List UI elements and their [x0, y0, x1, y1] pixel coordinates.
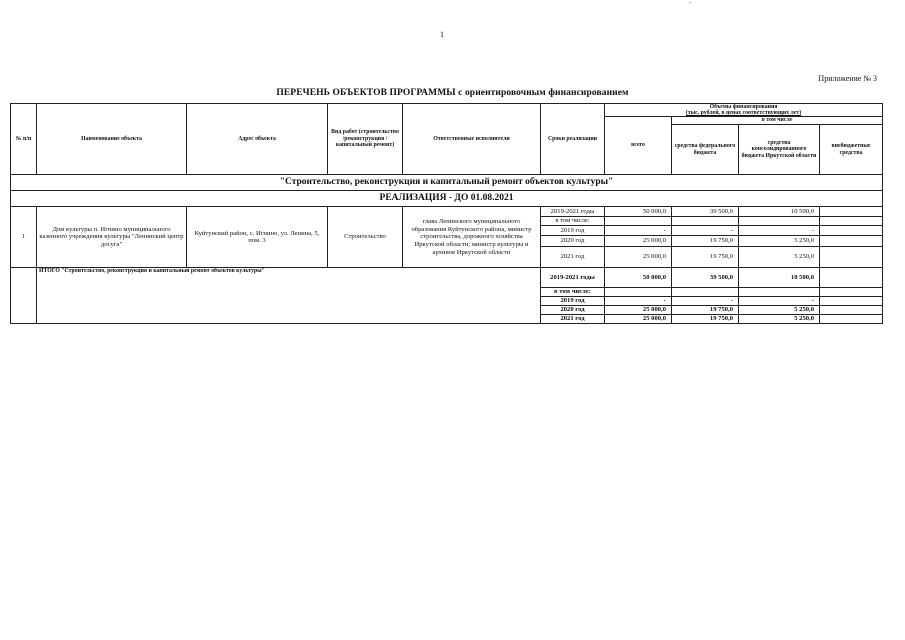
total-federal: 19 750,0 [672, 306, 739, 315]
object-period: 2020 год [541, 236, 605, 247]
object-executors: глава Ленинского муниципального образования Куйтунского района, министр строительства, дорожного хозяйства Иркутской области; министр культуры и архивов Иркутской области [403, 207, 541, 268]
header-funding-units: (тыс. рублей, в ценах соответствующих лет) [685, 110, 802, 117]
header-work-type: Вид работ (строительство /реконструкция /капитальный ремонт) [328, 104, 403, 175]
total-extra [820, 306, 883, 315]
total-regional: 5 250,0 [739, 306, 820, 315]
total-federal: - [672, 297, 739, 306]
header-total: всего [605, 117, 672, 175]
appendix-label: Приложение № 3 [818, 74, 877, 83]
subsection-title: РЕАЛИЗАЦИЯ - ДО 01.08.2021 [11, 191, 883, 207]
object-total: 50 000,0 [605, 207, 672, 217]
object-regional: 5 250,0 [739, 247, 820, 268]
object-federal: 19 750,0 [672, 247, 739, 268]
header-executors: Ответственные исполнители [403, 104, 541, 175]
objects-table [10, 103, 883, 324]
object-regional [739, 217, 820, 226]
object-extra [820, 236, 883, 247]
total-regional [739, 288, 820, 297]
header-period: Сроки реализации [541, 104, 605, 175]
object-period: в том числе: [541, 217, 605, 226]
page-number: 1 [440, 30, 444, 39]
object-federal [672, 217, 739, 226]
total-total: 25 000,0 [605, 315, 672, 324]
header-extrabudget: внебюджетные средства [820, 125, 883, 175]
total-period: 2020 год [541, 306, 605, 315]
corner-mark: - [689, 0, 692, 7]
header-num: № п/п [11, 104, 37, 175]
header-federal: средства федерального бюджета [672, 125, 739, 175]
header-address: Адрес объекта [187, 104, 328, 175]
object-extra [820, 247, 883, 268]
total-regional: 10 500,0 [739, 268, 820, 288]
object-total: - [605, 226, 672, 236]
object-regional: 5 250,0 [739, 236, 820, 247]
header-funding [605, 104, 883, 117]
object-regional: - [739, 226, 820, 236]
total-period: 2019 год [541, 297, 605, 306]
document-title: ПЕРЕЧЕНЬ ОБЪЕКТОВ ПРОГРАММЫ с ориентировочным финансированием [276, 88, 629, 98]
object-regional: 10 500,0 [739, 207, 820, 217]
total-regional: 5 250,0 [739, 315, 820, 324]
object-num: 1 [11, 207, 37, 268]
section-title: "Строительство, реконструкция и капитальный ремонт объектов культуры" [11, 175, 883, 191]
object-total [605, 217, 672, 226]
header-funding-title: Объемы финансирования [709, 104, 778, 110]
object-total: 25 000,0 [605, 247, 672, 268]
object-federal: - [672, 226, 739, 236]
object-period: 2021 год [541, 247, 605, 268]
object-name: Дом культуры п. Игнино муниципального казенного учреждения культуры "Ленинский центр досуга" [37, 207, 187, 268]
total-federal: 19 750,0 [672, 315, 739, 324]
object-total: 25 000,0 [605, 236, 672, 247]
total-extra [820, 268, 883, 288]
object-federal: 39 500,0 [672, 207, 739, 217]
total-num-cell [11, 268, 37, 324]
total-label: ИТОГО "Строительство, реконструкция и капитальный ремонт объектов культуры" [37, 268, 541, 324]
total-extra [820, 288, 883, 297]
total-federal [672, 288, 739, 297]
object-extra [820, 217, 883, 226]
total-period: 2019-2021 годы [541, 268, 605, 288]
object-address: Куйтунский район, с. Игнино, ул. Ленина, 5, пом. 3 [187, 207, 328, 268]
object-period: 2019 год [541, 226, 605, 236]
total-regional: - [739, 297, 820, 306]
object-extra [820, 226, 883, 236]
object-extra [820, 207, 883, 217]
total-period: 2021 год [541, 315, 605, 324]
total-extra [820, 315, 883, 324]
total-federal: 39 500,0 [672, 268, 739, 288]
total-total [605, 288, 672, 297]
object-federal: 19 750,0 [672, 236, 739, 247]
header-name: Наименование объекта [37, 104, 187, 175]
total-total: - [605, 297, 672, 306]
header-incl: в том числе [672, 117, 883, 125]
object-work-type: Строительство [328, 207, 403, 268]
header-regional: средства консолидированного бюджета Иркутской области [739, 125, 820, 175]
total-period: в том числе: [541, 288, 605, 297]
total-total: 50 000,0 [605, 268, 672, 288]
object-period: 2019-2021 годы [541, 207, 605, 217]
total-total: 25 000,0 [605, 306, 672, 315]
total-extra [820, 297, 883, 306]
